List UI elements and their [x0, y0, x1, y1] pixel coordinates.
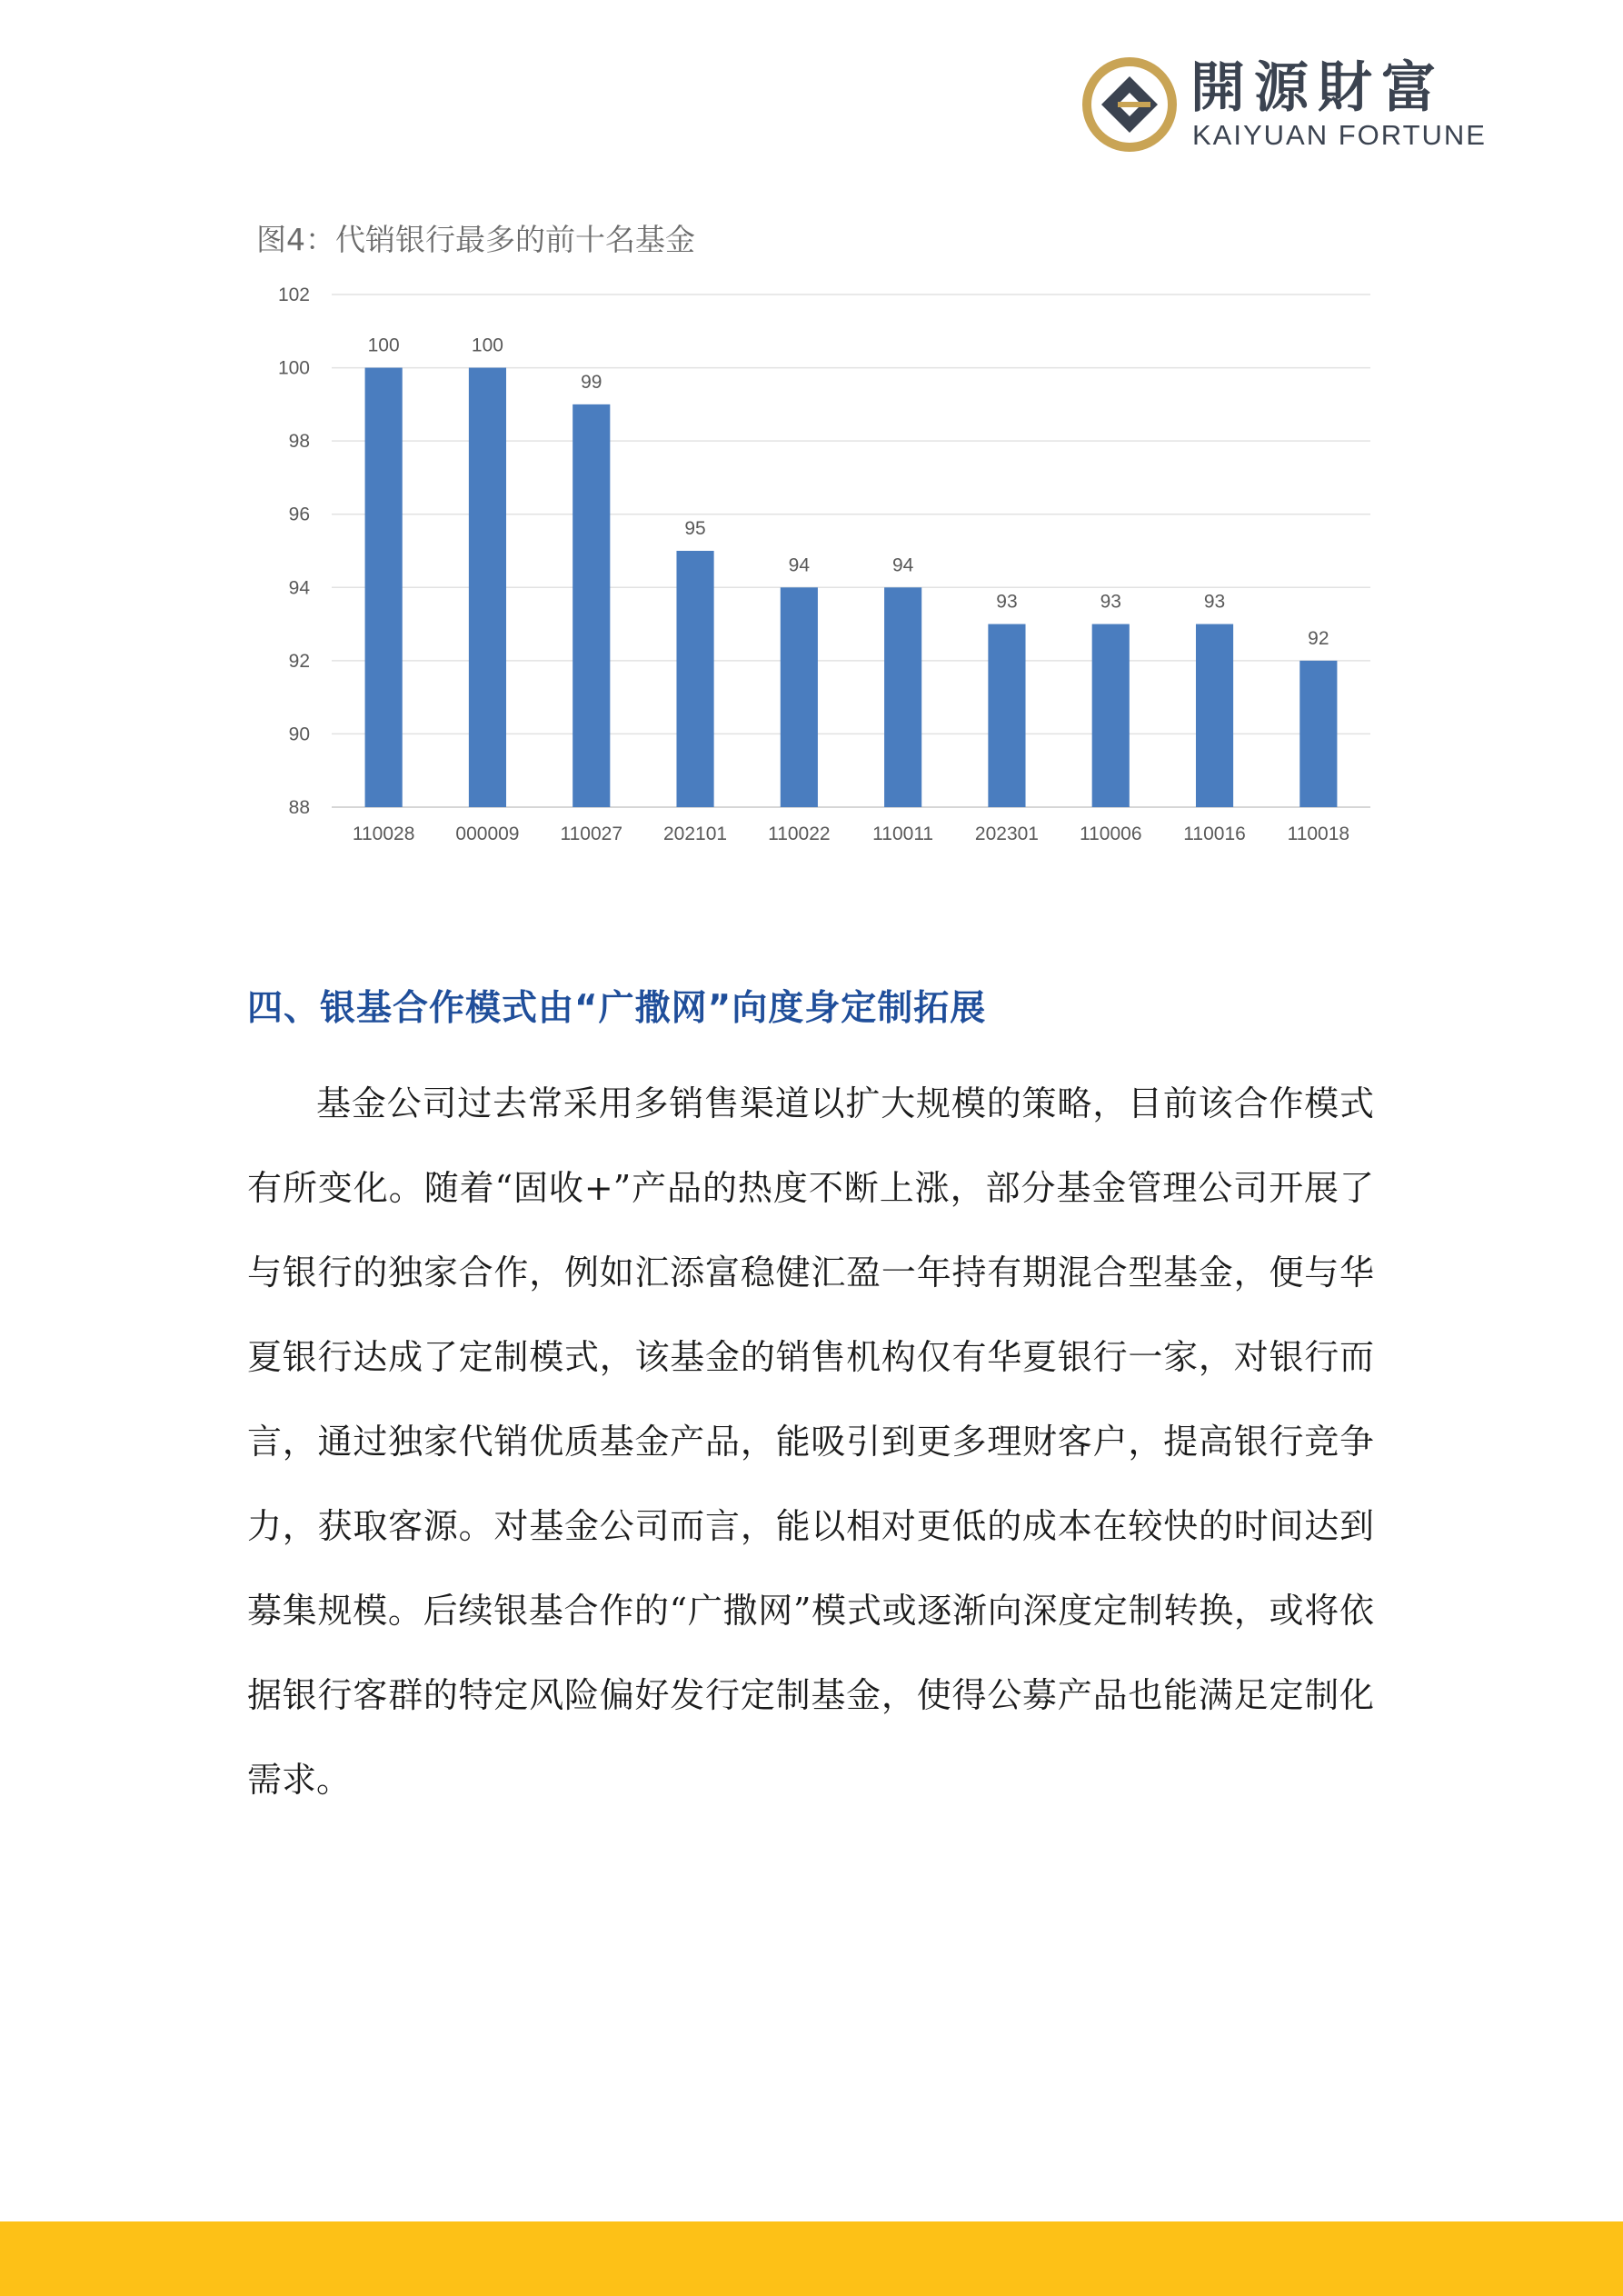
x-tick-label: 110016 — [1183, 824, 1246, 844]
body-text — [247, 1062, 1374, 1822]
x-axis-ticks — [353, 824, 1349, 844]
x-tick-label: 110027 — [560, 824, 623, 844]
footer-bar — [0, 2221, 1623, 2296]
x-tick-label: 110028 — [352, 824, 415, 844]
y-tick-label: 98 — [288, 431, 310, 453]
data-label-110022: 94 — [788, 554, 811, 576]
y-tick-label: 92 — [288, 650, 310, 672]
kaiyuan-logo-icon — [1081, 56, 1178, 153]
bar-110018 — [1299, 661, 1337, 807]
body-paragraph: 基金公司过去常采用多销售渠道以扩大规模的策略，目前该合作模式有所变化。随着“固收+”产品的热度不断上涨，部分基金管理公司开展了与银行的独家合作，例如汇添富稳健汇盈一年持有期混合型基金，便与华夏银行达成了定制模式，该基金的销售机构仅有华夏银行一家，对银行而言，通过独家代销优质基金产品，能吸引到更多理财客户，提高银行竞争力，获取客源。对基金公司而言，能以相对更低的成本在较快的时间达到募集规模。后续银基合作的“广撒网”模式或逐渐向深度定制转换，或将依据银行客群的特定风险偏好发行定制基金，使得公募产品也能满足定制化需求。 — [247, 1083, 1374, 1800]
data-label-110027: 99 — [581, 371, 602, 393]
bar-202101 — [676, 551, 713, 807]
chart-title: 图4：代销银行最多的前十名基金 — [256, 222, 695, 257]
x-tick-label: 110011 — [872, 824, 934, 844]
y-tick-label: 90 — [288, 724, 310, 745]
y-axis-ticks — [278, 285, 310, 818]
x-tick-label: 202101 — [663, 824, 728, 844]
data-label-110028: 100 — [367, 334, 400, 356]
bar-110027 — [573, 404, 610, 807]
data-label-110011: 94 — [891, 554, 914, 576]
section-heading: 四、银基合作模式由“广撒网”向度身定制拓展 — [247, 988, 987, 1029]
x-tick-label: 110006 — [1079, 824, 1142, 844]
y-tick-label: 94 — [288, 577, 310, 599]
y-tick-label: 100 — [277, 357, 310, 379]
y-tick-label: 102 — [277, 285, 310, 305]
x-tick-label: 202301 — [974, 824, 1039, 844]
brand-logo — [1081, 56, 1518, 156]
y-tick-label: 96 — [288, 504, 310, 525]
data-label-110016: 93 — [1203, 591, 1226, 613]
x-tick-label: 000009 — [455, 824, 520, 844]
data-label-000009: 100 — [471, 334, 503, 356]
x-tick-label: 110022 — [768, 824, 831, 844]
data-label-202301: 93 — [996, 591, 1018, 613]
bar-110011 — [884, 587, 921, 807]
bar-data-labels — [368, 335, 1329, 649]
x-tick-label: 110018 — [1287, 824, 1350, 844]
data-label-110006: 93 — [1100, 591, 1121, 613]
data-label-110018: 92 — [1308, 627, 1329, 649]
data-label-202101: 95 — [684, 518, 706, 539]
bar-110022 — [781, 587, 818, 807]
bar-110028 — [365, 368, 403, 807]
logo-chinese-name: 開源財富 — [1190, 56, 1445, 120]
bar-202301 — [988, 624, 1025, 807]
y-tick-label: 88 — [288, 797, 310, 818]
bar-110016 — [1196, 624, 1233, 807]
bar-110006 — [1092, 624, 1130, 807]
bar-chart — [254, 273, 1381, 873]
logo-english-name: KAIYUAN FORTUNE — [1192, 119, 1487, 151]
bar-000009 — [469, 368, 506, 807]
